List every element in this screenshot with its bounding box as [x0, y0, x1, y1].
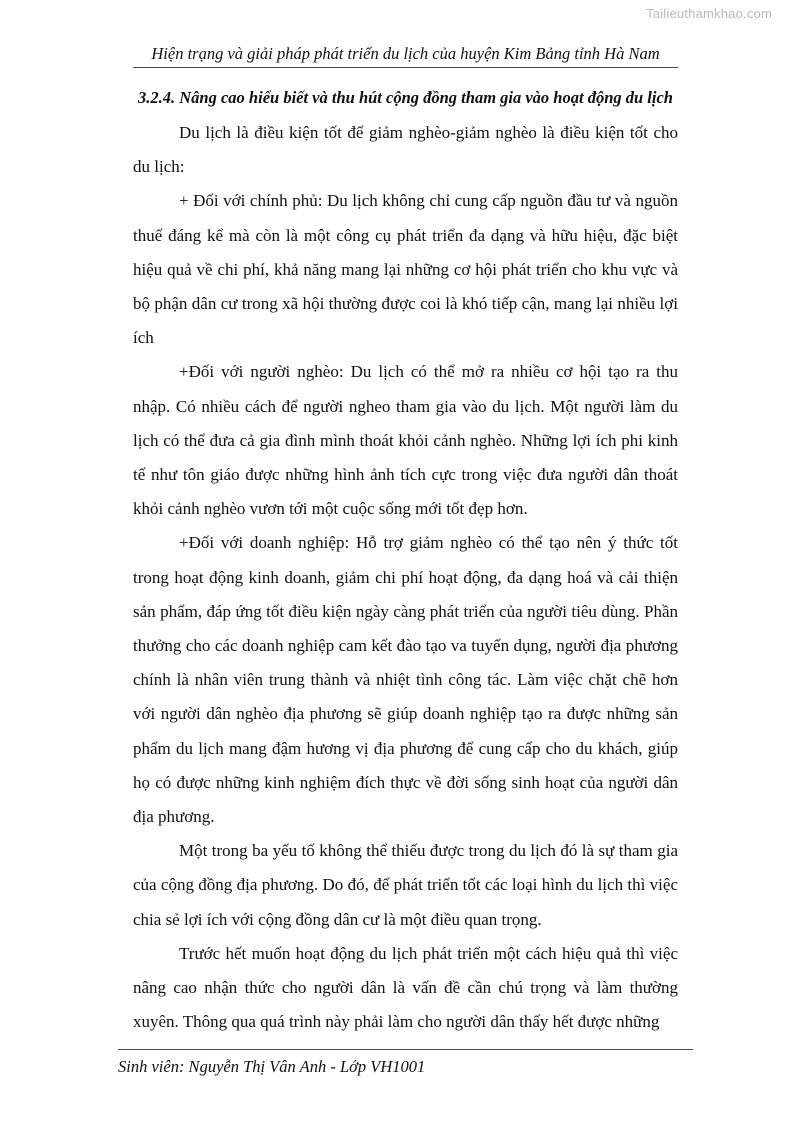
document-body — [133, 86, 678, 1039]
body-paragraph-4: +Đối với doanh nghiệp: Hỗ trợ giảm nghèo có thể tạo nên ý thức tốt trong hoạt động kinh doanh, giảm chi phí hoạt động, đa dạng hoá và cải thiện sản phẩm, đáp ứng tốt điều kiện ngày càng phát triển của người tiêu dùng. Phần thưởng cho các doanh nghiệp cam kết đào tạo va tuyển dụng, người địa phương chính là nhân viên trung thành và nhiệt tình công tác. Làm việc chặt chẽ hơn với người dân nghèo địa phương sẽ giúp doanh nghiệp tạo ra được những sản phẩm du lịch mang đậm hương vị địa phương để cung cấp cho du khách, giúp họ có được những kinh nghiệm đích thực về đời sống sinh hoạt của người dân địa phương. — [133, 533, 678, 827]
watermark-label: Tailieuthamkhao.com — [646, 6, 772, 21]
header-divider — [133, 67, 678, 68]
footer-student-info: Sinh viên: Nguyễn Thị Vân Anh - Lớp VH1001 — [118, 1057, 426, 1076]
body-paragraph-2: + Đối với chính phủ: Du lịch không chỉ cung cấp nguồn đầu tư và nguồn thuế đáng kể mà còn là một công cụ phát triển đa dạng và hữu hiệu, đặc biệt hiệu quả về chi phí, khả năng mang lại những cơ hội phát triển cho khu vực và bộ phận dân cư trong xã hội thường được coi là khó tiếp cận, mang lại nhiều lợi ích — [133, 191, 678, 348]
body-paragraph-1: Du lịch là điều kiện tốt để giảm nghèo-giảm nghèo là điều kiện tốt cho du lịch: — [133, 123, 678, 177]
body-paragraph-5: Một trong ba yếu tố không thể thiếu được trong du lịch đó là sự tham gia của cộng đồng địa phương. Do đó, để phát triển tốt các loại hình du lịch thì việc chia sẻ lợi ích với cộng đồng dân cư là một điều quan trọng. — [133, 841, 678, 929]
running-header — [133, 44, 678, 68]
body-paragraph-6: Trước hết muốn hoạt động du lịch phát triển một cách hiệu quả thì việc nâng cao nhận thức cho người dân là vấn đề cần chú trọng và làm thường xuyên. Thông qua quá trình này phải làm cho người dân thấy hết được những — [133, 943, 678, 1032]
section-heading: 3.2.4. Nâng cao hiểu biết và thu hút cộng đồng tham gia vào hoạt động du lịch — [138, 88, 673, 107]
footer-divider — [118, 1049, 693, 1050]
running-header-title: Hiện trạng và giải pháp phát triển du lịch của huyện Kim Bảng tỉnh Hà Nam — [151, 44, 660, 63]
body-paragraph-3: +Đối với người nghèo: Du lịch có thể mở ra nhiều cơ hội tạo ra thu nhập. Có nhiều cách để người ngheo tham gia vào du lịch. Một người làm du lịch có thể đưa cả gia đình mình thoát khỏi cảnh nghèo. Những lợi ích phi kinh tế như tôn giáo được những hình ảnh tích cực trong việc đưa người dân thoát khỏi cảnh nghèo vươn tới một cuộc sống mới tốt đẹp hơn. — [133, 362, 678, 519]
page-footer — [118, 1049, 693, 1078]
